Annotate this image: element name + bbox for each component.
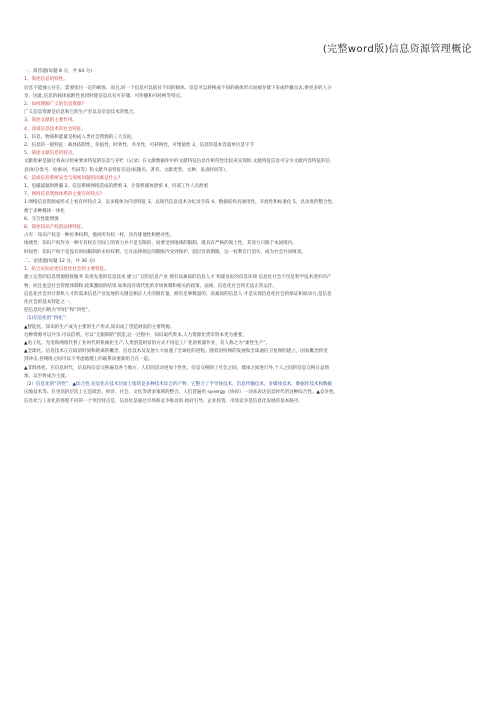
text-line: ▲智能化。知识的生产成为主要的生产形式,知识成了创造财富的主要资源。: [24, 324, 175, 330]
text-line: 2、信息的一般特征：载体依附性，价值性，时效性，共享性，可转换性，可增值性 3、信息的基本容量单位是字节: [24, 143, 255, 149]
text-line: 占有：知识产权是一种民事权利，他同所有权一样，具有排他性和绝对性。: [24, 233, 175, 239]
text-line: 信息化与工业化的进程不同的一个突出特点是，信息化是通过市场和竞争推动的.政府引导、企业投资、市场竞争是信息化发展的基本路径。: [24, 398, 303, 404]
question-heading: 2、如何理解广义的信息资源?: [24, 102, 84, 107]
section-heading: 一、简答题(每题 8 分，共 64 分): [24, 69, 93, 75]
text-line: 息(如分类号、检索词、代码等）和文献外表特征信息(如题名、著者、文献类型、文种、发表时间等）。: [24, 167, 230, 173]
text-line: 到冲击,各网络之间可以不考虑地理上的联系而重新组合在一起。: [24, 357, 153, 363]
text-line: 1、电磁波辐射泄漏 2、信息系统网络造成的泄密 3、计算机媒体泄密 4、内部工作人员泄密: [24, 184, 209, 190]
section-heading: 二、论述题(每题 12 分，共 36 分): [24, 259, 95, 265]
question-heading: 6、造成信息系统安全与保密问题的因素是什么?: [24, 175, 121, 181]
text-line: 这种资源可以共享,可以倍增，可以“无限制的”创造,这一过程中，知识取代资本,人力资源比货币资本更为重要。: [24, 332, 247, 338]
text-line: 时间性：知识产权不是没有时间限制的永恒权利，它在法律规定的期限内受到保护，超过有效期限，这一权利自行消失，成为社会共同财富。: [24, 249, 306, 255]
text-line: 信息化社会对计算机人才的需求信息产业发展的关键是相应人才的拥有量，拥有足够数量的、高素质的信息人 才是实现信息化社会的保证和原动力,是信息: [24, 291, 332, 297]
text-line: 信息不能独立存在。需要依付一定的载体，而且,同一个信息可以依付不同的载体。信息可以转换成不同的载体形式而被存储下来或传播出去,供更多的人分: [24, 85, 332, 91]
text-line: 压缩技术等。在更高的层次上它是政治、经济、社会、文化等诸多领域的整合。人们普遍用 synergy（协同）一词来表达信息时代的这种综合性。▲竞争性。: [24, 390, 339, 396]
text-line: 便于多种媒体一体化: [24, 208, 65, 214]
question-heading: 7、网络信息资源体系的主要有何特点?: [24, 192, 103, 198]
text-line: 文献检索是通过将表示检索要求特征的信息与存贮（记录）在文献数据库中的文献特征信息作相符性比较来实现的.文献特征信息可分为文献内容特征的信: [24, 159, 331, 165]
text-line: 加，以至将成为主流。: [24, 373, 70, 379]
text-line: 化社会的基本特征之一。: [24, 300, 75, 306]
text-line: 6、交互性能增强: [24, 216, 59, 222]
question-heading: 4、谈谈信息技术的社会特征。: [24, 126, 87, 132]
question-heading: 5、简述文献信息的特点。: [24, 151, 77, 157]
text-line: ▲非群体化。在信息时代，信息和信息交换遍及各个地方，人们的活动更加个性化，信息交换除了社会之间、群体之间进行外,个人之间的信息交换日益增: [24, 365, 330, 371]
text-line: 享，因此,信息的载体依附性也同时使信息具有可存储、可传播和可转换等特点。: [24, 93, 185, 99]
text-line: 1、信息、物质和能量是构成人类社会资源的三大支柱。: [24, 134, 137, 140]
text-line: 物，而且也是社会管理体制和 政策激励的结果.如果没有现代化的市场体制和相关的政策、法规，信息化社会将无法正常运作。: [24, 283, 277, 289]
question-heading: 1、结合实际论述信息化社会的主要特征。: [24, 267, 109, 273]
text-line: ▲全球化。信息技术正在取消时间和距离的概念，信息技术及发展大大加速了全球化的进程。随着因特网的发展和全球通信卫星网的建立，国家概念将受: [24, 349, 328, 355]
subheading: （1)信息化的“四化”:: [24, 316, 67, 322]
text-line: 建立完善的信息资源链接服务 采用先进的信息技术 建立广泛的信息产业 拥有高素质的信息人才 构建良好的信息环境 信息化社会不仅是科学技术进步的产: [24, 275, 332, 281]
question-heading: 3、简述文献的主要作用。: [24, 118, 77, 124]
document-body: [24, 67, 476, 406]
document-title: (完整word版)信息资源管理概论: [322, 44, 472, 55]
text-line: 地域性：知识产权作为一种专有权在空间上的效力并不是无限的，而要受到地域的限制，既具有严格的领土性，其效力只限于本国境内。: [24, 241, 297, 247]
question-heading: 1、简述信息的特性。: [24, 77, 68, 83]
subheading: （2）信息化的“四性”：▲综合性.信息化在技术层面上指的是多种技术综合的产物，它整合了半导体技术、信息传输技术、多媒体技术、数据库技术和数据: [24, 382, 333, 388]
text-line: ▲电子化。光电和网络代替工业时代的机械化生产,人类创造财富的方式不再是工厂化的机器作业，有人称之为“柔性生产”。: [24, 341, 271, 347]
text-line: 把信息化归纳为“四化”和“四性”。: [24, 308, 93, 314]
text-line: 1.网络信息资源成形式上看有何特点 2、以多媒体为内容特征 3、以现代信息技术为纪录手段 4、数据结构具通用性、开放性和标准化 5、具动度的整合性,: [24, 200, 334, 206]
text-line: 广义信息资源是信息和它的生产者以及信息技术的集合。: [24, 110, 138, 116]
question-heading: 8、简述知识产权的法律特征。: [24, 225, 87, 231]
